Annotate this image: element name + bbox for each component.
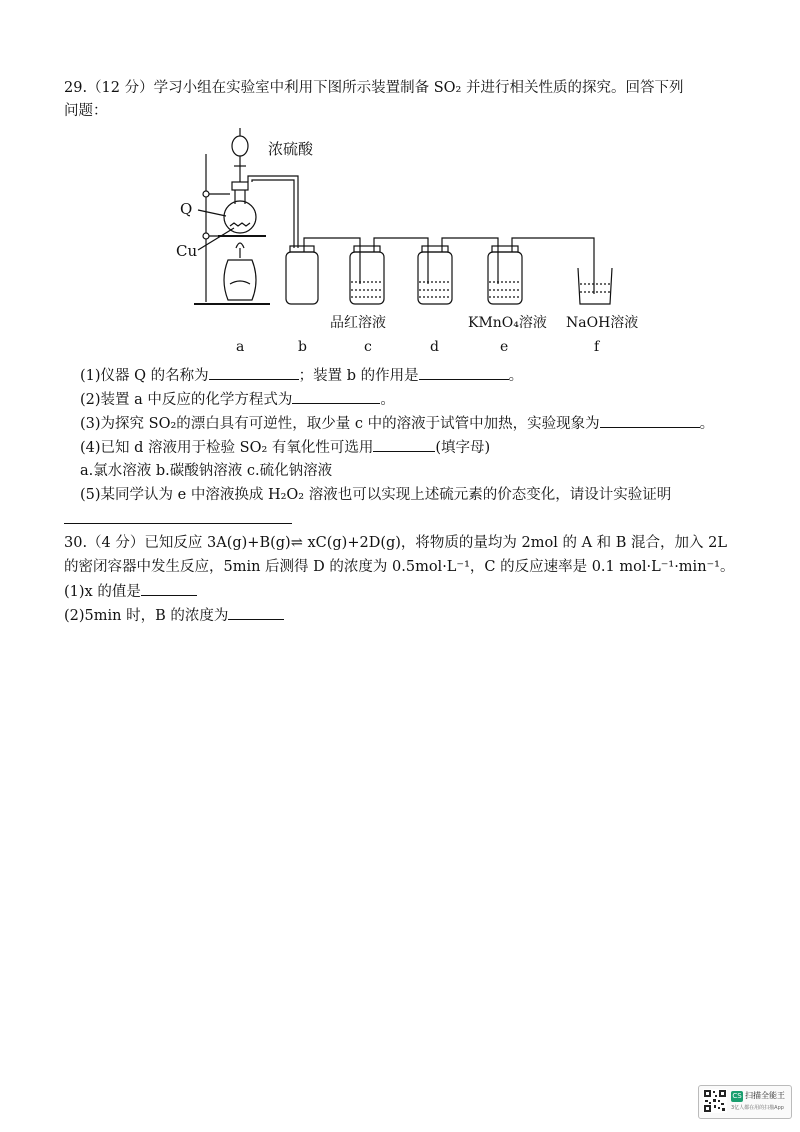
- label-b: b: [298, 339, 307, 355]
- round-bottom-flask-q: [224, 201, 256, 233]
- q29-part3: [80, 413, 714, 434]
- label-kmno4-solution: KMnO₄溶液: [468, 315, 547, 331]
- label-cu: Cu: [176, 242, 198, 260]
- scanner-brand: 扫描全能王: [745, 1091, 785, 1100]
- label-c: c: [364, 339, 372, 355]
- label-q: Q: [180, 200, 193, 218]
- q29-part3-text-a: (3)为探究 SO₂的漂白具有可逆性，取少量 c 中的溶液于试管中加热，实验现象为: [80, 416, 600, 432]
- q30-part1: [64, 581, 197, 602]
- answer-blank-instrument-q[interactable]: [209, 365, 299, 380]
- answer-blank-b-concentration[interactable]: [228, 605, 284, 620]
- answer-blank-device-b-role[interactable]: [419, 365, 509, 380]
- label-a: a: [236, 339, 245, 355]
- q29-part1-text-b: ；装置 b 的作用是: [298, 368, 419, 384]
- q29-part1-text-c: 。: [508, 368, 524, 384]
- label-f: f: [594, 339, 600, 355]
- q29-header-line1: 29.（12 分）学习小组在实验室中利用下图所示装置制备 SO₂ 并进行相关性质的探究。回答下列: [64, 80, 684, 96]
- label-d: d: [430, 339, 439, 355]
- apparatus-diagram: [176, 124, 660, 360]
- scanner-slogan: 3亿人都在用的扫描App: [731, 1105, 784, 1111]
- q30-line2: 的密闭容器中发生反应，5min 后测得 D 的浓度为 0.5mol·L⁻¹，C 的反应速率是 0.1 mol·L⁻¹·min⁻¹。: [64, 559, 735, 575]
- q29-header-line2: 问题：: [64, 103, 108, 119]
- beaker-f: [578, 268, 612, 304]
- flame: [236, 243, 244, 248]
- label-pinhong-solution: 品红溶液: [330, 315, 386, 331]
- separatory-funnel: [232, 136, 248, 156]
- q30-part2-text: (2)5min 时，B 的浓度为: [64, 608, 229, 624]
- qr-code-icon: [703, 1089, 727, 1113]
- q29-part1: [80, 365, 523, 386]
- q29-part4: [80, 437, 490, 458]
- answer-blank-equation[interactable]: [292, 389, 380, 404]
- q29-part1-text-a: (1)仪器 Q 的名称为: [80, 368, 209, 384]
- q29-part5: (5)某同学认为 e 中溶液换成 H₂O₂ 溶液也可以实现上述硫元素的价态变化，请设计实验证明: [80, 487, 672, 503]
- q30-part1-text: (1)x 的值是: [64, 584, 141, 600]
- answer-line-part5[interactable]: [64, 523, 292, 524]
- answer-blank-reagent-choice[interactable]: [373, 437, 435, 452]
- q29-part3-text-b: 。: [699, 416, 715, 432]
- answer-blank-phenomenon[interactable]: [600, 413, 700, 428]
- bottle-e: [488, 252, 522, 304]
- q29-part4-text-a: (4)已知 d 溶液用于检验 SO₂ 有氧化性可选用: [80, 440, 374, 456]
- label-naoh-solution: NaOH溶液: [566, 315, 639, 331]
- q30-part2: [64, 605, 284, 626]
- q29-part4-text-b: (填字母): [435, 440, 491, 456]
- q29-part4-options: a.氯水溶液 b.碳酸钠溶液 c.硫化钠溶液: [80, 463, 333, 479]
- label-e: e: [500, 339, 509, 355]
- q29-part2-text-a: (2)装置 a 中反应的化学方程式为: [80, 392, 293, 408]
- q29-part2-text-b: 。: [380, 392, 395, 408]
- scanner-watermark: [698, 1085, 792, 1119]
- answer-blank-x[interactable]: [141, 581, 197, 596]
- label-concentrated-sulfuric-acid: 浓硫酸: [268, 140, 314, 158]
- q30-line1: 30.（4 分）已知反应 3A(g)+B(g)⇌ xC(g)+2D(g)，将物质的量均为 2mol 的 A 和 B 混合，加入 2L: [64, 535, 728, 551]
- cs-logo-icon: CS: [732, 1092, 742, 1100]
- q29-part2: [80, 389, 395, 410]
- bottle-c: [350, 252, 384, 304]
- alcohol-lamp: [224, 260, 256, 300]
- bottle-b: [286, 252, 318, 304]
- bottle-d: [418, 252, 452, 304]
